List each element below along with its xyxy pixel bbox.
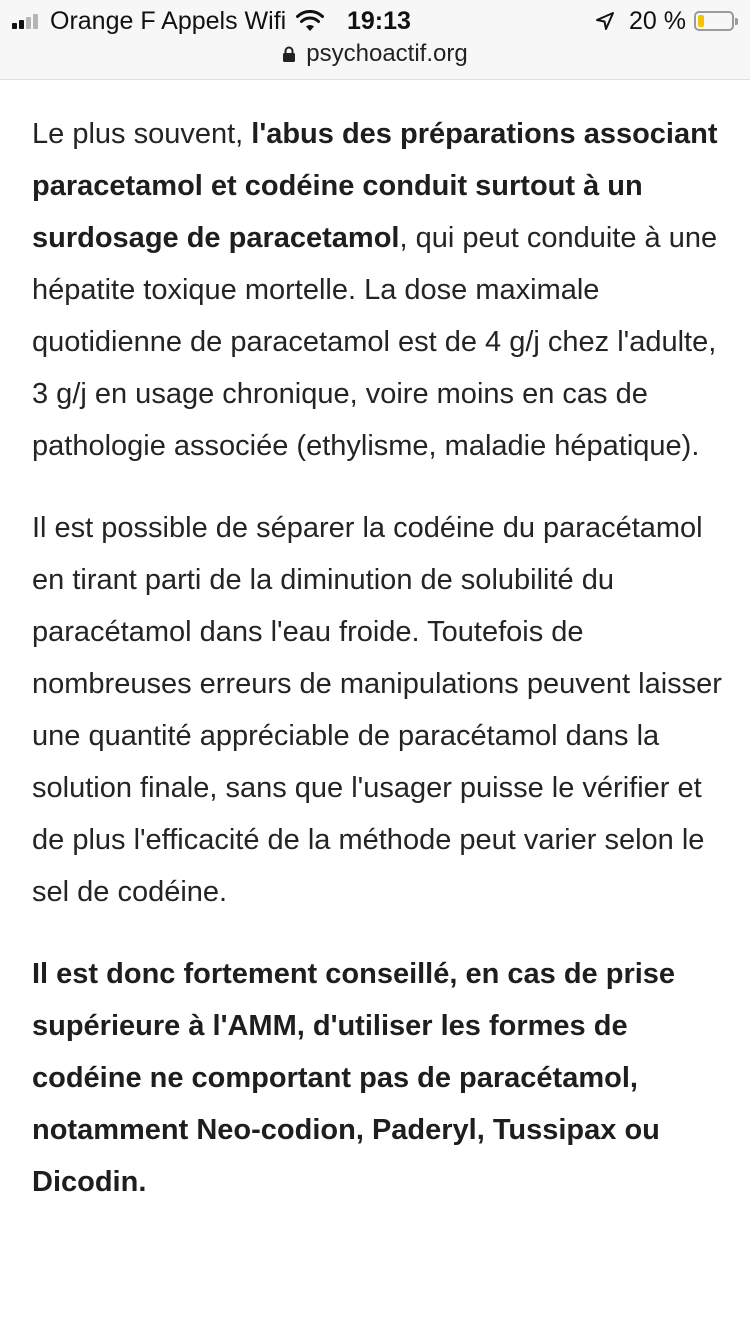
article-content [32,108,722,1238]
location-arrow-icon [595,11,615,31]
url-bar[interactable] [0,38,750,70]
lock-icon [282,46,296,63]
paragraph-2: Il est possible de séparer la codéine du paracétamol en tirant parti de la diminution de solubilité du paracétamol dans l'eau froide. Toutefois de nombreuses erreurs de manipulations peuvent laisser une quantité appréciable de paracétamol dans la solution finale, sans que l'usager puisse le vérifier et de plus l'efficacité de la méthode peut varier selon le sel de codéine. [32,512,722,908]
paragraph-1-bold: l'abus des préparations associant paracetamol et codéine conduit surtout à un surdosage de paracetamol [32,118,718,254]
battery-level [698,15,704,27]
status-right [595,7,734,35]
paragraph-1-rest: , qui peut conduite à une hépatite toxique mortelle. La dose maximale quotidienne de paracetamol est de 4 g/j chez l'adulte, 3 g/j en usage chronique, voire moins en cas de pathologie associée (ethylisme, maladie hépatique). [32,222,718,462]
status-bar [0,0,750,80]
paragraph-1 [32,108,722,472]
paragraph-1-intro: Le plus souvent, [32,118,252,150]
signal-icon [12,13,40,29]
wifi-icon [296,10,324,32]
carrier-name: Orange F Appels Wifi [50,6,287,35]
battery-icon [694,11,734,31]
battery-percent: 20 % [629,6,686,35]
url-text: psychoactif.org [306,40,468,67]
clock: 19:13 [347,7,411,35]
paragraph-3-bold: Il est donc fortement conseillé, en cas de prise supérieure à l'AMM, d'utiliser les formes de codéine ne comportant pas de paracétamol, notamment Neo-codion, Paderyl, Tussipax ou Dicodin. [32,958,676,1198]
status-left [12,7,324,35]
paragraph-3 [32,948,722,1208]
